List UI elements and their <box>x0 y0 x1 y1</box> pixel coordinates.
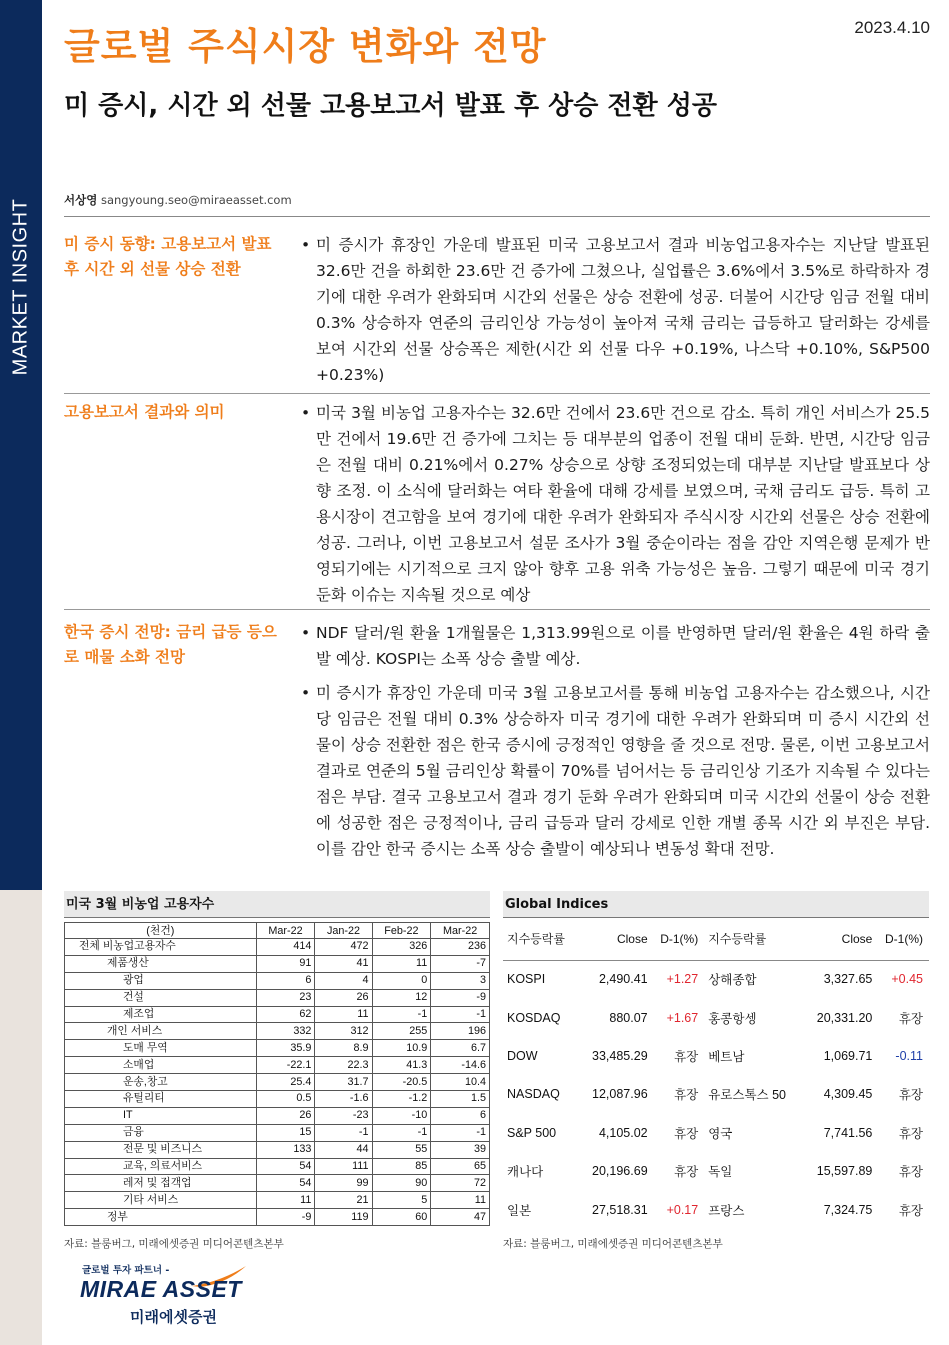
indices-close-header: Close <box>579 918 650 960</box>
bullet-item: • 미 증시가 휴장인 가운데 발표된 미국 고용보고서 결과 비농업고용자수는 지난달 발표된 32.6만 건을 하회한 23.6만 건 증가에 그쳤으나, 실업률은 3.6%에서 3.5%로 하락하자 경기에 대한 우려가 완화되며 시간외 선물은 상승 전환에 성공. 더불어 시간당 임금 전월 대비 0.3% 상승하자 연준의 금리인상 가능성이 높아져 국채 금리는 급등하고 달러화는 강세를 보여 시간외 선물 상승폭은 제한(시간 외 선물 다우 +0.19%, 나스닥 +0.10%, S&P500 +0.23%) <box>300 232 930 388</box>
jobs-col-header: Jan-22 <box>315 923 372 939</box>
logo-name-kr: 미래에셋증권 <box>130 1308 217 1326</box>
index-name: 캐나다 <box>507 1165 544 1180</box>
section-us-market <box>64 232 930 392</box>
table-row <box>503 1152 929 1190</box>
row-value: 99 <box>315 1175 372 1192</box>
index-name: KOSDAQ <box>507 1010 561 1025</box>
index-change: 휴장 <box>674 1088 699 1103</box>
row-value: 8.9 <box>315 1040 372 1057</box>
row-label: 제품생산 <box>65 955 257 972</box>
table-row <box>65 989 490 1006</box>
index-change: 휴장 <box>898 1088 923 1103</box>
index-name: NASDAQ <box>507 1087 560 1102</box>
row-value: -9 <box>431 989 490 1006</box>
row-value: 119 <box>315 1209 372 1226</box>
row-value: 10.9 <box>372 1040 431 1057</box>
jobs-table <box>64 922 490 1226</box>
row-value: 1.5 <box>431 1091 490 1108</box>
table-row <box>65 1074 490 1091</box>
row-value: 312 <box>315 1023 372 1040</box>
table-row <box>65 1057 490 1074</box>
row-value: -22.1 <box>256 1057 315 1074</box>
sidebar-footer-band <box>0 890 42 1345</box>
row-value: 472 <box>315 939 372 956</box>
row-value: 11 <box>431 1192 490 1209</box>
table-row <box>65 955 490 972</box>
section-bullets <box>300 232 930 396</box>
row-value: -1 <box>315 1124 372 1141</box>
table-row <box>65 939 490 956</box>
page-title: 글로벌 주식시장 변화와 전망 <box>64 25 547 68</box>
row-value: -10 <box>372 1107 431 1124</box>
index-change: 휴장 <box>898 1203 923 1218</box>
row-label: 레저 및 접객업 <box>65 1175 257 1192</box>
row-value: 47 <box>431 1209 490 1226</box>
index-name: 독일 <box>708 1165 733 1180</box>
row-label: 기타 서비스 <box>65 1192 257 1209</box>
row-label: 전문 및 비즈니스 <box>65 1141 257 1158</box>
page-subtitle: 미 증시, 시간 외 선물 고용보고서 발표 후 상승 전환 성공 <box>64 91 717 121</box>
table-row <box>65 1006 490 1023</box>
table-row <box>503 1114 929 1152</box>
indices-name-header: 지수등락률 <box>503 918 579 960</box>
table-row <box>65 1192 490 1209</box>
row-value: 22.3 <box>315 1057 372 1074</box>
row-value: -14.6 <box>431 1057 490 1074</box>
row-value: 12 <box>372 989 431 1006</box>
row-value: -1 <box>431 1006 490 1023</box>
jobs-unit-header: (천건) <box>65 923 257 939</box>
row-value: 31.7 <box>315 1074 372 1091</box>
row-value: -23 <box>315 1107 372 1124</box>
index-close: 4,309.45 <box>823 1087 873 1102</box>
bullet-item: • 미국 3월 비농업 고용자수는 32.6만 건에서 23.6만 건으로 감소. 특히 개인 서비스가 25.5만 건에서 19.6만 건 증가에 그치는 등 대부분의 업종이 전월 대비 둔화. 반면, 시간당 임금은 전월 대비 0.21%에서 0.27% 상승으로 상향 조정되었는데 대부분 지난달 발표보다 상향 조정. 이 소식에 달러화는 여타 환율에 대해 강세를 보였으며, 국채 금리도 급등. 특히 고용시장이 견고함을 보여 경기에 대한 우려가 완화되자 주식시장 시간외 선물은 상승 전환에 성공. 그러나, 이번 고용보고서 설문 조사가 3월 중순이라는 점을 감안 지역은행 문제가 반영되기에는 시기적으로 크지 않아 향후 고용 위축 가능성은 높음. 그렇기 때문에 미국 경기 둔화 이슈는 지속될 것으로 예상 <box>300 400 930 608</box>
row-label: 전체 비농업고용자수 <box>65 939 257 956</box>
row-value: 54 <box>256 1175 315 1192</box>
indices-change-header: D-1(%) <box>874 918 929 960</box>
row-value: 65 <box>431 1158 490 1175</box>
index-change: 휴장 <box>898 1011 923 1026</box>
index-change: +1.67 <box>666 1010 699 1025</box>
sidebar-band <box>0 0 42 890</box>
section-heading: 고용보고서 결과와 의미 <box>64 403 225 421</box>
section-heading: 미 증시 동향: 고용보고서 발표 후 시간 외 선물 상승 전환 <box>64 235 272 278</box>
index-change: 휴장 <box>674 1049 699 1064</box>
row-label: 건설 <box>65 989 257 1006</box>
jobs-table-source: 자료: 블룸버그, 미래에셋증권 미디어콘텐츠본부 <box>64 1238 284 1250</box>
row-value: 5 <box>372 1192 431 1209</box>
row-value: 196 <box>431 1023 490 1040</box>
author-line <box>64 192 292 208</box>
row-value: 91 <box>256 955 315 972</box>
table-row <box>65 1040 490 1057</box>
index-change: -0.11 <box>895 1048 923 1063</box>
index-close: 1,069.71 <box>823 1048 873 1063</box>
table-row <box>503 1037 929 1075</box>
table-row <box>65 972 490 989</box>
jobs-table-header-row <box>65 923 490 939</box>
row-value: 326 <box>372 939 431 956</box>
author-email[interactable]: sangyoung.seo@miraeasset.com <box>100 193 292 207</box>
author-name: 서상영 <box>64 193 98 207</box>
indices-table-body <box>503 960 929 1229</box>
row-value: -7 <box>431 955 490 972</box>
row-value: 414 <box>256 939 315 956</box>
row-value: 54 <box>256 1158 315 1175</box>
index-close: 7,741.56 <box>823 1125 873 1140</box>
row-value: 23 <box>256 989 315 1006</box>
index-close: 4,105.02 <box>598 1125 648 1140</box>
row-value: 35.9 <box>256 1040 315 1057</box>
logo-name-en: MIRAE ASSET <box>80 1276 242 1302</box>
row-value: 11 <box>372 955 431 972</box>
index-close: 27,518.31 <box>592 1202 648 1217</box>
row-label: 정부 <box>65 1209 257 1226</box>
report-date: 2023.4.10 <box>854 18 930 37</box>
row-value: 0 <box>372 972 431 989</box>
index-close: 15,597.89 <box>816 1164 873 1179</box>
row-value: 236 <box>431 939 490 956</box>
row-label: 도매 무역 <box>65 1040 257 1057</box>
index-change: +0.17 <box>666 1202 699 1217</box>
bullet-item: • NDF 달러/원 환율 1개월물은 1,313.99원으로 이를 반영하면 달러/원 환율은 4원 하락 출발 예상. KOSPI는 소폭 상승 출발 예상. <box>300 620 930 672</box>
row-label: 교육, 의료서비스 <box>65 1158 257 1175</box>
sidebar-label-text: MARKET INSIGHT <box>9 198 32 376</box>
section-heading: 한국 증시 전망: 금리 급등 등으로 매물 소화 전망 <box>64 623 277 666</box>
index-name: 홍콩항셍 <box>708 1011 757 1026</box>
table-row <box>65 1023 490 1040</box>
row-value: 26 <box>256 1107 315 1124</box>
table-row <box>503 998 929 1036</box>
row-label: 운송,창고 <box>65 1074 257 1091</box>
row-value: 62 <box>256 1006 315 1023</box>
table-row <box>503 960 929 998</box>
row-label: 개인 서비스 <box>65 1023 257 1040</box>
index-name: 영국 <box>708 1126 733 1141</box>
index-name: DOW <box>507 1048 538 1063</box>
row-value: 90 <box>372 1175 431 1192</box>
row-value: 10.4 <box>431 1074 490 1091</box>
jobs-table-panel <box>64 891 490 1226</box>
row-value: 6 <box>431 1107 490 1124</box>
table-row <box>503 1075 929 1113</box>
row-label: 소매업 <box>65 1057 257 1074</box>
row-value: 11 <box>256 1192 315 1209</box>
row-value: 15 <box>256 1124 315 1141</box>
section-korea-outlook <box>64 620 930 885</box>
row-value: 11 <box>315 1006 372 1023</box>
index-change: +0.45 <box>891 972 923 987</box>
index-name: 유로스톡스 50 <box>708 1088 786 1103</box>
index-name: 상해종합 <box>708 973 757 988</box>
table-row <box>65 1141 490 1158</box>
table-row <box>65 1158 490 1175</box>
index-name: KOSPI <box>507 972 546 987</box>
row-value: 0.5 <box>256 1091 315 1108</box>
row-value: 25.4 <box>256 1074 315 1091</box>
jobs-table-body <box>65 939 490 1226</box>
table-row <box>65 1209 490 1226</box>
table-row <box>65 1175 490 1192</box>
row-value: 41 <box>315 955 372 972</box>
indices-close-header: Close <box>804 918 875 960</box>
row-label: 금융 <box>65 1124 257 1141</box>
section-divider <box>64 609 930 610</box>
indices-table <box>503 918 929 1229</box>
index-name: S&P 500 <box>507 1125 557 1140</box>
indices-change-header: D-1(%) <box>650 918 705 960</box>
row-label: 제조업 <box>65 1006 257 1023</box>
row-value: 55 <box>372 1141 431 1158</box>
jobs-col-header: Mar-22 <box>256 923 315 939</box>
row-value: 60 <box>372 1209 431 1226</box>
table-row <box>65 1107 490 1124</box>
index-close: 7,324.75 <box>823 1202 873 1217</box>
indices-name-header: 지수등락률 <box>704 918 803 960</box>
jobs-col-header: Feb-22 <box>372 923 431 939</box>
row-value: 111 <box>315 1158 372 1175</box>
index-change: 휴장 <box>898 1165 923 1180</box>
index-name: 일본 <box>507 1203 532 1218</box>
row-value: 3 <box>431 972 490 989</box>
mirae-asset-logo <box>80 1262 260 1332</box>
indices-header-row <box>503 918 929 960</box>
index-close: 2,490.41 <box>598 972 648 987</box>
row-label: 유틸리티 <box>65 1091 257 1108</box>
jobs-col-header: Mar-22 <box>431 923 490 939</box>
row-value: 72 <box>431 1175 490 1192</box>
logo-tagline: 글로벌 투자 파트너 - <box>82 1265 170 1276</box>
indices-table-title: Global Indices <box>503 891 929 918</box>
row-value: -9 <box>256 1209 315 1226</box>
row-value: 41.3 <box>372 1057 431 1074</box>
indices-table-panel <box>503 891 929 1229</box>
table-row <box>503 1190 929 1228</box>
row-value: 255 <box>372 1023 431 1040</box>
row-value: -1 <box>372 1124 431 1141</box>
row-value: -1.2 <box>372 1091 431 1108</box>
sidebar-label <box>6 192 36 382</box>
index-close: 20,196.69 <box>592 1164 648 1179</box>
row-label: IT <box>65 1107 257 1124</box>
section-bullets <box>300 620 930 870</box>
author-divider <box>64 216 930 217</box>
table-row <box>65 1124 490 1141</box>
row-value: -20.5 <box>372 1074 431 1091</box>
row-value: 39 <box>431 1141 490 1158</box>
index-close: 3,327.65 <box>823 972 873 987</box>
row-value: 26 <box>315 989 372 1006</box>
row-value: 332 <box>256 1023 315 1040</box>
index-name: 프랑스 <box>708 1203 745 1218</box>
row-value: -1 <box>431 1124 490 1141</box>
row-value: 44 <box>315 1141 372 1158</box>
index-change: +1.27 <box>666 972 699 987</box>
row-value: -1.6 <box>315 1091 372 1108</box>
row-value: 6 <box>256 972 315 989</box>
index-name: 베트남 <box>708 1049 745 1064</box>
jobs-table-title: 미국 3월 비농업 고용자수 <box>64 891 490 918</box>
row-value: 4 <box>315 972 372 989</box>
row-value: -1 <box>372 1006 431 1023</box>
row-value: 133 <box>256 1141 315 1158</box>
index-change: 휴장 <box>674 1126 699 1141</box>
row-value: 85 <box>372 1158 431 1175</box>
index-close: 12,087.96 <box>592 1087 648 1102</box>
index-close: 20,331.20 <box>816 1010 873 1025</box>
row-value: 6.7 <box>431 1040 490 1057</box>
index-close: 33,485.29 <box>592 1048 648 1063</box>
row-label: 광업 <box>65 972 257 989</box>
bullet-item: • 미 증시가 휴장인 가운데 미국 3월 고용보고서를 통해 비농업 고용자수는 감소했으나, 시간당 임금은 전월 대비 0.3% 상승하자 미국 경기에 대한 우려가 완화되며 미 증시 시간외 선물이 상승 전환한 점은 한국 증시에 긍정적인 영향을 줄 것으로 전망. 물론, 이번 고용보고서 결과로 연준의 5월 금리인상 확률이 70%를 넘어서는 등 금리인상 기조가 지속될 수 있다는 점은 부담. 결국 고용보고서 결과 경기 둔화 우려가 완화되며 미국 시간외 선물이 상승 전환에 성공한 점은 긍정적이나, 금리 급등과 달러 강세로 인한 개별 종목 시간 외 부진은 부담. 이를 감안 한국 증시는 소폭 상승 출발이 예상되나 변동성 확대 전망. <box>300 680 930 862</box>
index-change: 휴장 <box>898 1126 923 1141</box>
table-row <box>65 1091 490 1108</box>
row-value: 21 <box>315 1192 372 1209</box>
index-close: 880.07 <box>609 1010 648 1025</box>
index-change: 휴장 <box>674 1165 699 1180</box>
indices-table-source: 자료: 블룸버그, 미래에셋증권 미디어콘텐츠본부 <box>503 1238 723 1250</box>
section-divider <box>64 393 930 394</box>
section-bullets <box>300 400 930 616</box>
section-employment-report <box>64 400 930 605</box>
